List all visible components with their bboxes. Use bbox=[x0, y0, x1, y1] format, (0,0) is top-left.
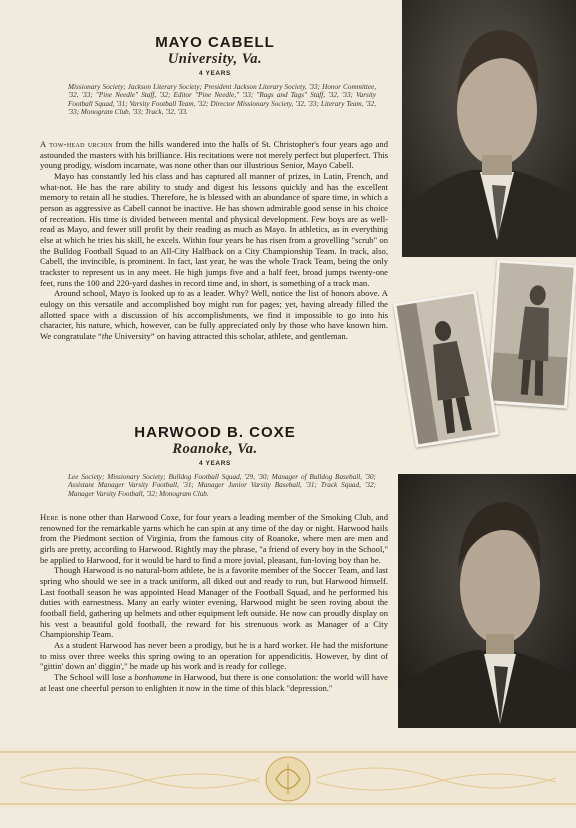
footer-ornament bbox=[0, 748, 576, 808]
snapshot-image bbox=[490, 263, 573, 406]
portrait-image bbox=[402, 0, 576, 257]
senior-name-bottom: HARWOOD B. COXE bbox=[134, 424, 296, 441]
snapshot-image bbox=[397, 294, 496, 444]
activities-list-top: Missionary Society; Jackson Literary Society; President Jackson Literary Society, '33; Honor Committee, '32, '33; "Pine Needle" Staff, '32; Editor "Pine Needle," '33; "Rags and Tags" Staff, '32, '33; Varsity Football Squad, '31; Varsity Football Team, '32; Director Missionary Society, '32, '33; Literary Team, '32, '33; Monogram Club, '33; Track, '32, '33. bbox=[68, 83, 376, 116]
bio-lead-in: Here bbox=[40, 512, 59, 522]
biography-top bbox=[40, 139, 388, 341]
senior-hometown-bottom: Roanoke, Va. bbox=[172, 441, 258, 457]
bio-paragraph: Around school, Mayo is looked up to as a leader. Why? Well, notice the list of honors above. A eulogy on this versatile and accomplished boy might run for pages; yet, having already filled the allotted space with a discussion of his accomplishments, we find it impossible to go into his character, his nature, which, however, can be fully appreciated only by those who have known him. We congratulate “the University” on having attracted this scholar, athlete, and gentleman. bbox=[40, 288, 388, 341]
senior-years-bottom: 4 YEARS bbox=[199, 460, 231, 467]
portrait-photo-top bbox=[402, 0, 576, 257]
bio-paragraph: Here is none other than Harwood Coxe, for four years a leading member of the Smoking Club, and renowned for the remarkable yarns which he can spin at any time of the day or night. Harwood hails from the Piedmont section of Virginia, from the famous city of Roanoke, where men are men and girls are pretty, according to Harwood. Rightly may the phrase, "a friend of every boy in the School," be applied to Harwood, for it would be hard to find a more jovial, pleasant, fun-loving boy than he. bbox=[40, 512, 388, 565]
bio-lead-in: A tow-head urchin bbox=[40, 139, 113, 149]
senior-years-top: 4 YEARS bbox=[199, 70, 231, 77]
bio-paragraph: The School will lose a bonhomme in Harwood, but there is one consolation: the world will have at least one cheerful person to enlighten it now in the time of this black "depression." bbox=[40, 671, 388, 693]
snapshot-photo-left bbox=[393, 290, 499, 447]
bio-paragraph: Mayo has constantly led his class and has captured all manner of prizes, in Latin, French, and what-not. He has the rare ability to study and digest his lessons quickly and has the excellent memory to retain all he studies. Therefore, he is blessed with an abundance of spare time, in which a person as aggressive as Cabell cannot be inactive. He has shown admirable good sense in his choice of recreation. His time is divided between mental and physical development. Few boys are as well-read as Mayo, and fewer still profit by their reading as much as Mayo. In athletics, as in everything else at which he tries his skill, he excels. Within four years he has risen from a grovelling "scrub" on the Bulldog Football Squad to an All-City Halfback on a City Championship Team. In track, also, Cabell, the invincible, is prominent. In fact, last year, he was the whole Track Team, being the only trackster to represent us in any meet. He high jumps five and a half feet, broad jumps twenty-one feet, runs the 100 and 220-yard dashes in record time and, in short, is something of a track man. bbox=[40, 170, 388, 288]
senior-hometown-top: University, Va. bbox=[167, 51, 263, 67]
senior-name-top: MAYO CABELL bbox=[155, 34, 275, 51]
snapshot-photo-right bbox=[487, 259, 576, 408]
biography-bottom bbox=[40, 512, 388, 693]
portrait-image bbox=[398, 474, 576, 728]
portrait-photo-bottom bbox=[398, 474, 576, 728]
bio-paragraph: A tow-head urchin from the hills wandered into the halls of St. Christopher's four years ago and astounded the masters with his brilliance. His recitations were not merely perfect but pluperfect. This young prodigy, wisdom incarnate, was none other than our illustrious Senior, Mayo Cabell. bbox=[40, 139, 388, 171]
bio-paragraph: Though Harwood is no natural-born athlete, he is a favorite member of the Soccer Team, and last spring who should we see in a track uniform, all diked out and ready to run, but Harwood himself. Last football season he was appointed Head Manager of the Football Squad, and he performed his duties with earnestness. Many an early winter evening, Harwood might be seen roving about the football field, gathering up helmets and other equipment left outside. He now can proudly display on his vest a beautiful gold football, the reward for his strenuous work as Manager of a City Championship Team. bbox=[40, 565, 388, 640]
bio-paragraph: As a student Harwood has never been a prodigy, but he is a hard worker. He had the misfortune to miss over three weeks this spring owing to an operation for appendicitis. However, by dint of "gittin' down an' diggin'," he made up his work and is ready for college. bbox=[40, 639, 388, 672]
activities-list-bottom: Lee Society; Missionary Society; Bulldog Football Squad, '29, '30; Manager of Bulldog Baseball, '30; Assistant Manager Varsity Football, '31; Manager Junior Varsity Baseball, '31; Track Squad, '32; Manager Varsity Football, '32; Monogram Club. bbox=[68, 473, 376, 498]
decorative-border bbox=[0, 748, 576, 808]
